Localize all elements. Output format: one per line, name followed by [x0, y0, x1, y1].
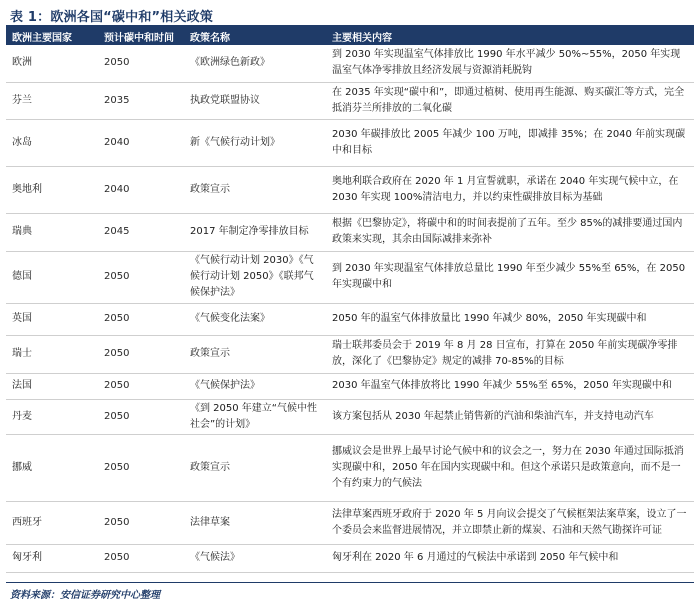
table-row: [6, 399, 694, 434]
cell-content: 匈牙利在 2020 年 6 月通过的气候法中承诺到 2050 年气候中和: [326, 544, 694, 572]
header-country: 欧洲主要国家: [6, 27, 98, 45]
cell-year: 2050: [98, 335, 184, 373]
source-rule: [6, 582, 694, 583]
cell-policy: 政策宣示: [184, 335, 326, 373]
table-row: [6, 303, 694, 335]
cell-year: 2050: [98, 45, 184, 82]
cell-policy: 《气候行动计划 2030》《气候行动计划 2050》《联邦气候保护法》: [184, 251, 326, 303]
cell-country: 瑞典: [6, 213, 98, 251]
cell-country: 匈牙利: [6, 544, 98, 572]
cell-policy: 法律草案: [184, 501, 326, 544]
table-title: 表 1：欧洲各国“碳中和”相关政策: [10, 10, 214, 25]
cell-country: 奥地利: [6, 166, 98, 213]
table-row: [6, 544, 694, 572]
cell-policy: 2017 年制定净零排放目标: [184, 213, 326, 251]
cell-country: 英国: [6, 303, 98, 335]
cell-year: 2050: [98, 303, 184, 335]
cell-content: 2030 年温室气体排放将比 1990 年减少 55%至 65%，2050 年实现碳中和: [326, 373, 694, 399]
cell-content: 在 2035 年实现“碳中和”，即通过植树、使用再生能源、购买碳汇等方式，完全抵消芬兰所排放的二氧化碳: [326, 82, 694, 119]
cell-country: 挪威: [6, 434, 98, 501]
cell-country: 法国: [6, 373, 98, 399]
header-year: 预计碳中和时间: [98, 27, 184, 45]
table-row: [6, 82, 694, 119]
cell-policy: 《欧洲绿色新政》: [184, 45, 326, 82]
table-row: [6, 335, 694, 373]
cell-year: 2050: [98, 501, 184, 544]
cell-content: 瑞士联邦委员会于 2019 年 8 月 28 日宣布，打算在 2050 年前实现碳净零排放，深化了《巴黎协定》规定的减排 70-85%的目标: [326, 335, 694, 373]
cell-country: 丹麦: [6, 399, 98, 434]
header-policy: 政策名称: [184, 27, 326, 45]
cell-country: 西班牙: [6, 501, 98, 544]
cell-year: 2040: [98, 119, 184, 166]
cell-policy: 《气候变化法案》: [184, 303, 326, 335]
table-row: [6, 45, 694, 82]
cell-content: 奥地利联合政府在 2020 年 1 月宣誓就职，承诺在 2040 年实现气候中立，在 2030 年实现 100%清洁电力，并以约束性碳排放目标为基础: [326, 166, 694, 213]
cell-content: 法律草案西班牙政府于 2020 年 5 月向议会提交了气候框架法案草案，设立了一个委员会来监督进展情况，并立即禁止新的煤炭、石油和天然气勘探许可证: [326, 501, 694, 544]
cell-year: 2035: [98, 82, 184, 119]
cell-content: 2050 年的温室气体排放量比 1990 年减少 80%，2050 年实现碳中和: [326, 303, 694, 335]
cell-policy: 执政党联盟协议: [184, 82, 326, 119]
table-row: [6, 434, 694, 501]
cell-content: 2030 年碳排放比 2005 年减少 100 万吨，即减排 35%；在 2040 年前实现碳中和目标: [326, 119, 694, 166]
cell-country: 芬兰: [6, 82, 98, 119]
header-row: [6, 27, 694, 45]
cell-content: 根据《巴黎协定》，将碳中和的时间表提前了五年。至少 85%的减排要通过国内政策来实现，其余由国际减排来弥补: [326, 213, 694, 251]
cell-content: 到 2030 年实现温室气体排放总量比 1990 年至少减少 55%至 65%，在 2050 年实现碳中和: [326, 251, 694, 303]
cell-country: 欧洲: [6, 45, 98, 82]
cell-country: 德国: [6, 251, 98, 303]
cell-policy: 政策宣示: [184, 434, 326, 501]
cell-policy: 新《气候行动计划》: [184, 119, 326, 166]
table-row: [6, 166, 694, 213]
cell-year: 2050: [98, 434, 184, 501]
header-content: 主要相关内容: [326, 27, 694, 45]
cell-year: 2050: [98, 251, 184, 303]
cell-content: 到 2030 年实现温室气体排放比 1990 年水平减少 50%~55%，2050 年实现温室气体净零排放且经济发展与资源消耗脱钩: [326, 45, 694, 82]
cell-country: 冰岛: [6, 119, 98, 166]
cell-year: 2050: [98, 544, 184, 572]
table-row: [6, 119, 694, 166]
cell-year: 2040: [98, 166, 184, 213]
table-row: [6, 373, 694, 399]
source-note: 资料来源：安信证券研究中心整理: [10, 590, 160, 601]
cell-year: 2050: [98, 399, 184, 434]
table-row: [6, 501, 694, 544]
table-row: [6, 213, 694, 251]
cell-policy: 政策宣示: [184, 166, 326, 213]
policy-table: [6, 27, 694, 573]
cell-country: 瑞士: [6, 335, 98, 373]
cell-policy: 《气候法》: [184, 544, 326, 572]
cell-policy: 《气候保护法》: [184, 373, 326, 399]
cell-content: 该方案包括从 2030 年起禁止销售新的汽油和柴油汽车，并支持电动汽车: [326, 399, 694, 434]
cell-year: 2050: [98, 373, 184, 399]
cell-year: 2045: [98, 213, 184, 251]
cell-policy: 《到 2050 年建立“气候中性社会”的计划》: [184, 399, 326, 434]
table-row: [6, 251, 694, 303]
cell-content: 挪威议会是世界上最早讨论气候中和的议会之一，努力在 2030 年通过国际抵消实现碳中和，2050 年在国内实现碳中和。但这个承诺只是政策意向，而不是一个有约束力的气候法: [326, 434, 694, 501]
